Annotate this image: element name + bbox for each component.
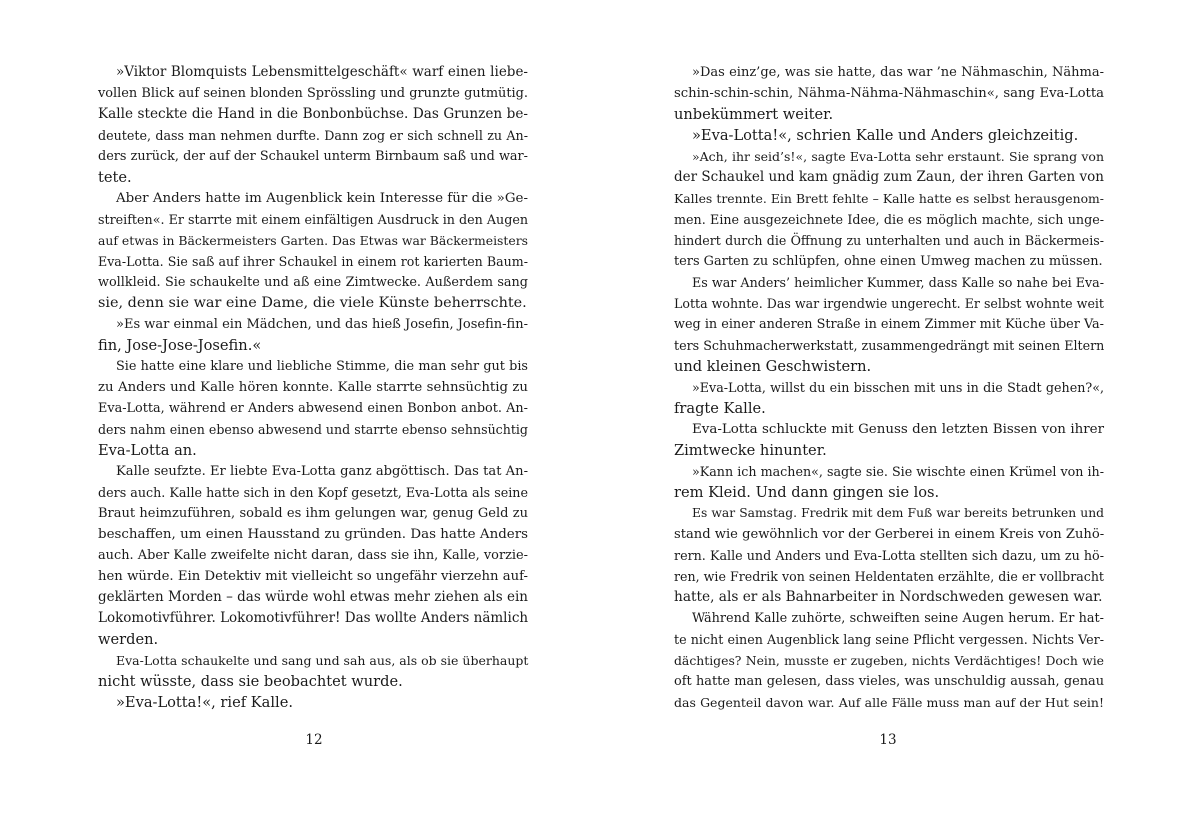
text-line: Kalle steckte die Hand in die Bonbonbüchse. Das Grunzen be- bbox=[98, 106, 528, 122]
text-line: rern. Kalle und Anders und Eva-Lotta stellten sich dazu, um zu hö- bbox=[674, 548, 1104, 563]
text-line: Lotta wohnte. Das war irgendwie ungerecht. Er selbst wohnte weit bbox=[674, 296, 1104, 311]
text-line: »Eva-Lotta!«, rief Kalle. bbox=[116, 694, 293, 711]
text-line: nicht wüsste, dass sie beobachtet wurde. bbox=[98, 673, 403, 690]
text-line: zu Anders und Kalle hören konnte. Kalle starrte sehnsüchtig zu bbox=[98, 380, 528, 395]
text-line: auf etwas in Bäckermeisters Garten. Das Etwas war Bäckermeisters bbox=[98, 233, 528, 248]
text-line: »Es war einmal ein Mädchen, und das hieß Josefin, Josefin-fin- bbox=[116, 317, 528, 332]
text-line: unbekümmert weiter. bbox=[674, 106, 834, 123]
text-line: hatte, als er als Bahnarbeiter in Nordschweden gewesen war. bbox=[674, 589, 1103, 605]
left-page-number: 12 bbox=[305, 732, 323, 748]
text-line: sie, denn sie war eine Dame, die viele Künste beherrschte. bbox=[98, 295, 527, 311]
text-line: »Eva-Lotta!«, schrien Kalle und Anders gleichzeitig. bbox=[692, 127, 1079, 144]
text-line: vollen Blick auf seinen blonden Sprössling und grunzte gutmütig. bbox=[98, 86, 528, 101]
left-page-text bbox=[98, 62, 528, 713]
text-line: rem Kleid. Und dann gingen sie los. bbox=[674, 484, 940, 501]
text-line: und kleinen Geschwistern. bbox=[674, 358, 872, 375]
text-line: beschaffen, um einen Hausstand zu gründen. Das hatte Anders bbox=[98, 527, 528, 542]
text-line: tete. bbox=[98, 169, 132, 186]
right-page bbox=[600, 0, 1200, 840]
text-line: Aber Anders hatte im Augenblick kein Interesse für die »Ge- bbox=[116, 191, 528, 206]
text-line: hen würde. Ein Detektiv mit vielleicht so ungefähr vierzehn auf- bbox=[98, 569, 528, 584]
text-line: »Ach, ihr seid’s!«, sagte Eva-Lotta sehr erstaunt. Sie sprang von bbox=[692, 149, 1104, 164]
text-line: deutete, dass man nehmen durfte. Dann zog er sich schnell zu An- bbox=[98, 128, 528, 143]
text-line: Es war Samstag. Fredrik mit dem Fuß war bereits betrunken und bbox=[692, 506, 1104, 520]
text-line: Braut heimzuführen, sobald es ihm gelungen war, genug Geld zu bbox=[98, 506, 528, 521]
text-line: »Viktor Blomquists Lebensmittelgeschäft« warf einen liebe- bbox=[116, 64, 528, 80]
text-line: Lokomotivführer. Lokomotivführer! Das wollte Anders nämlich bbox=[98, 610, 529, 626]
text-line: weg in einer anderen Straße in einem Zimmer mit Küche über Va- bbox=[674, 317, 1104, 332]
text-line: Es war Anders’ heimlicher Kummer, dass Kalle so nahe bei Eva- bbox=[692, 275, 1104, 290]
right-page-text bbox=[674, 62, 1104, 713]
text-line: werden. bbox=[98, 631, 159, 648]
text-line: dächtiges? Nein, musste er zugeben, nichts Verdächtiges! Doch wie bbox=[674, 653, 1104, 668]
text-line: ders nahm einen ebenso abwesend und starrte ebenso sehnsüchtig bbox=[98, 422, 528, 437]
text-line: wollkleid. Sie schaukelte und aß eine Zimtwecke. Außerdem sang bbox=[98, 275, 528, 290]
text-line: Eva-Lotta schaukelte und sang und sah aus, als ob sie überhaupt bbox=[116, 653, 529, 668]
text-line: »Kann ich machen«, sagte sie. Sie wischte einen Krümel von ih- bbox=[692, 464, 1104, 479]
text-line: Kalles trennte. Ein Brett fehlte – Kalle hatte es selbst herausgenom- bbox=[674, 191, 1104, 206]
text-line: »Eva-Lotta, willst du ein bisschen mit uns in die Stadt gehen?«, bbox=[692, 380, 1104, 395]
text-line: »Das einz’ge, was sie hatte, das war ’ne Nähmaschin, Nähma- bbox=[692, 65, 1104, 80]
text-line: schin-schin-schin, Nähma-Nähma-Nähmaschin«, sang Eva-Lotta bbox=[674, 86, 1104, 101]
text-line: Zimtwecke hinunter. bbox=[674, 442, 827, 459]
text-line: stand wie gewöhnlich vor der Gerberei in einem Kreis von Zuhö- bbox=[674, 527, 1105, 542]
text-line: der Schaukel und kam gnädig zum Zaun, der ihren Garten von bbox=[674, 169, 1104, 185]
text-line: te nicht einen Augenblick lang seine Pflicht vergessen. Nichts Ver- bbox=[674, 632, 1104, 647]
text-line: Eva-Lotta, während er Anders abwesend einen Bonbon anbot. An- bbox=[98, 401, 528, 416]
text-line: Eva-Lotta an. bbox=[98, 442, 197, 459]
text-line: ters Schuhmacherwerkstatt, zusammengedrängt mit seinen Eltern bbox=[674, 338, 1105, 353]
text-line: Kalle seufzte. Er liebte Eva-Lotta ganz abgöttisch. Das tat An- bbox=[116, 464, 528, 479]
text-line: hindert durch die Öffnung zu unterhalten und auch in Bäckermeis- bbox=[674, 233, 1104, 248]
text-line: fragte Kalle. bbox=[674, 400, 766, 417]
text-line: oft hatte man gelesen, dass vieles, was unschuldig aussah, genau bbox=[674, 674, 1104, 689]
text-line: Sie hatte eine klare und liebliche Stimme, die man sehr gut bis bbox=[116, 359, 528, 374]
text-line: Eva-Lotta. Sie saß auf ihrer Schaukel in einem rot karierten Baum- bbox=[98, 254, 528, 269]
text-line: ren, wie Fredrik von seinen Heldentaten erzählte, die er vollbracht bbox=[674, 569, 1104, 584]
text-line: auch. Aber Kalle zweifelte nicht daran, dass sie ihn, Kalle, vorzie- bbox=[98, 548, 528, 563]
text-line: das Gegenteil davon war. Auf alle Fälle muss man auf der Hut sein! bbox=[674, 695, 1104, 710]
text-line: ders zurück, der auf der Schaukel unterm Birnbaum saß und war- bbox=[98, 149, 528, 164]
text-line: fin, Jose-Jose-Josefin.« bbox=[98, 337, 262, 354]
text-line: ters Garten zu schlüpfen, ohne einen Umweg machen zu müssen. bbox=[674, 254, 1103, 269]
text-line: men. Eine ausgezeichnete Idee, die es möglich machte, sich unge- bbox=[674, 212, 1104, 227]
text-line: Eva-Lotta schluckte mit Genuss den letzten Bissen von ihrer bbox=[692, 422, 1104, 437]
right-page-number: 13 bbox=[879, 732, 897, 748]
text-line: geklärten Morden – das würde wohl etwas mehr ziehen als ein bbox=[98, 589, 528, 605]
text-line: streiften«. Er starrte mit einem einfältigen Ausdruck in den Augen bbox=[98, 212, 528, 227]
text-line: ders auch. Kalle hatte sich in den Kopf gesetzt, Eva-Lotta als seine bbox=[98, 485, 528, 500]
text-line: Während Kalle zuhörte, schweiften seine Augen herum. Er hat- bbox=[692, 611, 1104, 626]
